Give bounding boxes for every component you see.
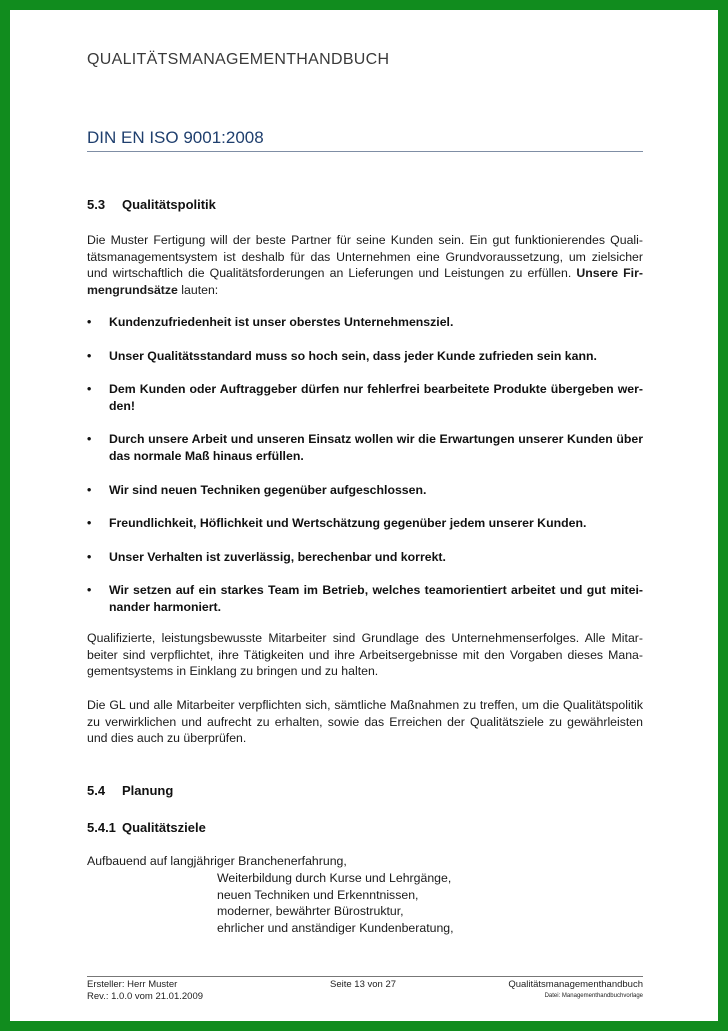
list-item: neuen Techniken und Erkenntnissen, (217, 887, 419, 902)
bullet-icon: • (87, 432, 92, 447)
bullet-icon: • (87, 549, 92, 564)
policy-intro-emphasis: Unsere Firmengrundsätze (87, 266, 643, 297)
principles-list (87, 314, 643, 633)
section-heading-5-3 (87, 197, 216, 212)
goals-intro: Aufbauend auf langjähriger Branchenerfahrung, (87, 854, 347, 868)
section-number: 5.4.1 (87, 820, 116, 835)
list-item-text: Dem Kunden oder Auftraggeber dürfen nur fehlerfrei bearbeitete Produkte übergeben werden! (109, 382, 643, 413)
policy-intro-paragraph (87, 232, 643, 298)
footer-left (87, 979, 203, 1003)
list-item (87, 431, 643, 464)
footer-file: Datei: Managementhandbuchvorlage (544, 993, 643, 999)
section-title: Qualitätsziele (122, 820, 206, 835)
section-number: 5.3 (87, 197, 106, 212)
list-item (87, 582, 643, 615)
page-header: QUALITÄTSMANAGEMENTHANDBUCH (87, 51, 390, 68)
list-item (87, 348, 643, 365)
employees-paragraph: Qualifizierte, leistungsbewusste Mitarbeiter sind Grundlage des Unternehmenserfolges. Alle Mitarbeiter sind verpflichtet, ihre Tätigkeiten und ihre Arbeitsergebnisse mit den Vorgaben dieses Managementsystems in Einklang zu bringen und zu halten. (87, 631, 643, 679)
footer-page-number: Seite 13 von 27 (330, 979, 397, 990)
list-item: moderner, bewährter Bürostruktur, (217, 904, 404, 919)
list-item-text: Freundlichkeit, Höflichkeit und Wertschätzung gegenüber jedem unserer Kunden. (109, 516, 587, 531)
policy-intro-text: Die Muster Fertigung will der beste Partner für seine Kunden sein. Ein gut funktionierendes Qualitätsmanagementsystem ist deshalb für das Unternehmen eine Grundvoraussetzung, um zielsicher und wirtschaftlich die Qualitätsforderungen an Lieferungen und Leistungen zu erfüllen. (87, 233, 643, 281)
document-page (10, 10, 718, 1021)
list-item-text: Wir setzen auf ein starkes Team im Betrieb, welches teamorientiert arbeitet und gut miteinander harmoniert. (109, 583, 643, 614)
list-item (87, 314, 643, 331)
footer-revision: Rev.: 1.0.0 vom 21.01.2009 (87, 991, 204, 1002)
list-item: ehrlicher und anständiger Kundenberatung, (217, 920, 454, 935)
policy-intro-end: lauten: (177, 282, 219, 297)
bullet-icon: • (87, 348, 92, 363)
list-item (87, 482, 643, 499)
bullet-icon: • (87, 315, 92, 329)
list-item (87, 381, 643, 414)
list-item (87, 549, 643, 566)
section-title: Planung (122, 783, 174, 798)
section-heading-5-4-1 (87, 820, 206, 835)
footer-right (508, 979, 643, 1001)
bullet-icon: • (87, 583, 92, 598)
list-item (87, 515, 643, 532)
footer-doc-name: Qualitätsmanagementhandbuch (508, 979, 643, 990)
bullet-icon: • (87, 516, 92, 531)
list-item-text: Unser Verhalten ist zuverlässig, berechenbar und korrekt. (109, 549, 446, 564)
list-item: Weiterbildung durch Kurse und Lehrgänge, (217, 871, 452, 885)
section-number: 5.4 (87, 783, 106, 798)
document-title: DIN EN ISO 9001:2008 (87, 128, 643, 152)
footer-author: Ersteller: Herr Muster (87, 979, 178, 990)
bullet-icon: • (87, 382, 92, 397)
bullet-icon: • (87, 482, 92, 497)
list-item-text: Unser Qualitätsstandard muss so hoch sein, dass jeder Kunde zufrieden sein kann. (109, 348, 597, 363)
footer-divider (87, 976, 643, 977)
section-heading-5-4 (87, 783, 173, 798)
list-item-text: Kundenzufriedenheit ist unser oberstes Unternehmensziel. (109, 315, 454, 329)
list-item-text: Wir sind neuen Techniken gegenüber aufgeschlossen. (109, 482, 427, 497)
commitment-paragraph: Die GL und alle Mitarbeiter verpflichten sich, sämtliche Maßnahmen zu treffen, um die Qualitätspolitik zu verwirklichen und aufrecht zu erhalten, sowie das Erreichen der Qualitätsziele zu gewährleisten und dies auch zu überprüfen. (87, 698, 643, 746)
section-title: Qualitätspolitik (122, 197, 216, 212)
goals-list (217, 870, 454, 936)
list-item-text: Durch unsere Arbeit und unseren Einsatz wollen wir die Erwartungen unserer Kunden über das normale Maß hinaus erfüllen. (109, 432, 643, 463)
